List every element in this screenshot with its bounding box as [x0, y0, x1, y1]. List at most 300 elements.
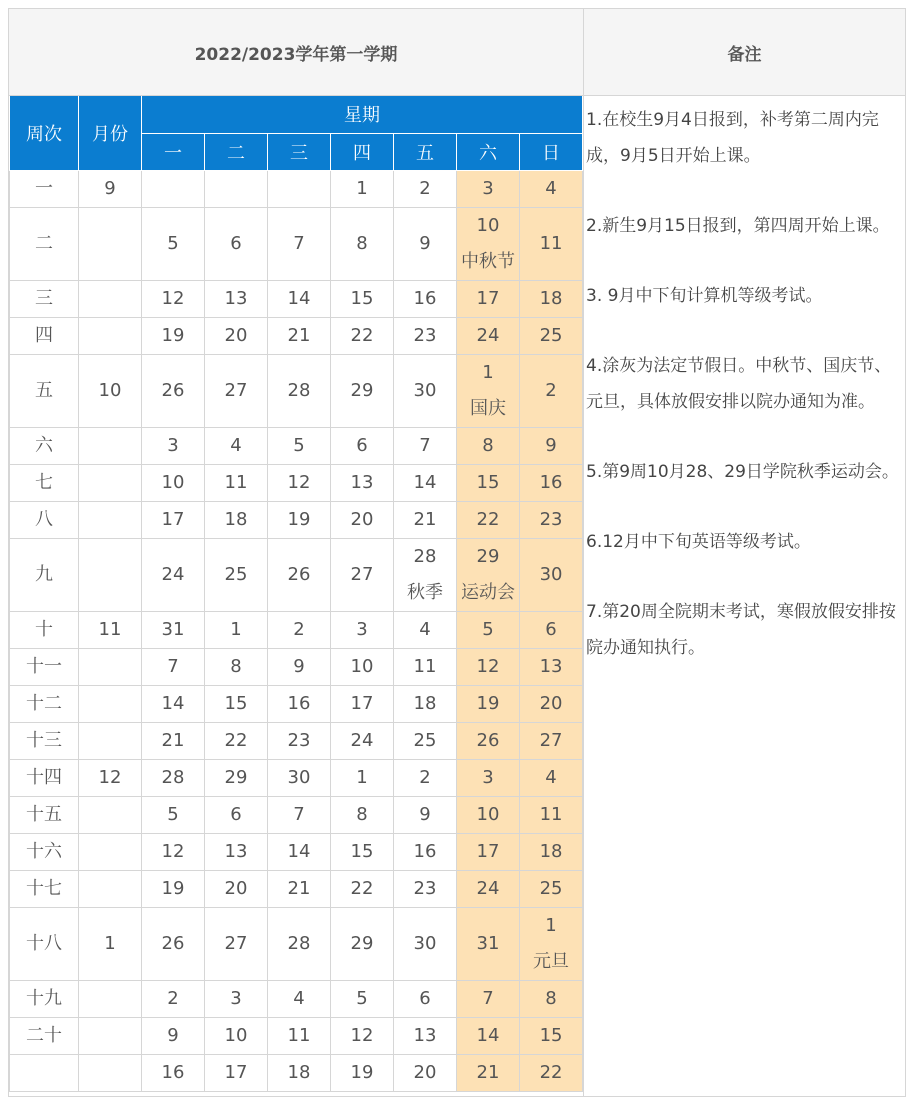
day-number: 11: [539, 232, 563, 254]
day-cell: [142, 759, 205, 796]
week-number: 十二: [10, 685, 79, 722]
day-cell: [331, 796, 394, 833]
week-number: 十八: [10, 907, 79, 980]
week-row: [10, 354, 583, 427]
day-number: 14: [287, 287, 311, 309]
day-cell: [331, 464, 394, 501]
day-number: 13: [539, 655, 563, 677]
day-cell: [394, 464, 457, 501]
day-number: 9: [419, 232, 431, 254]
day-number: 14: [287, 840, 311, 862]
day-number: 21: [476, 1061, 500, 1083]
day-number: 26: [287, 563, 311, 585]
day-number: 4: [230, 434, 242, 456]
day-cell: [268, 464, 331, 501]
week-row: [10, 685, 583, 722]
month-number: [79, 685, 142, 722]
day-number: 16: [413, 287, 437, 309]
day-number: 16: [161, 1061, 185, 1083]
day-number: 20: [224, 877, 248, 899]
day-number: 24: [476, 877, 500, 899]
week-number: 四: [10, 317, 79, 354]
day-cell: [142, 207, 205, 280]
day-cell: [520, 611, 583, 648]
day-number: 2: [293, 618, 305, 640]
month-number: [79, 722, 142, 759]
day-number: 10: [224, 1024, 248, 1046]
week-row: [10, 980, 583, 1017]
day-number: 2: [545, 379, 557, 401]
day-number: 5: [356, 987, 368, 1009]
day-cell: [205, 464, 268, 501]
day-cell: [394, 207, 457, 280]
day-cell: [331, 685, 394, 722]
day-number: 7: [293, 232, 305, 254]
day-number: 1: [356, 177, 368, 199]
day-number: 3: [167, 434, 179, 456]
day-cell: [457, 722, 520, 759]
day-number: 17: [350, 692, 374, 714]
day-number: 26: [161, 932, 185, 954]
day-cell: [331, 538, 394, 611]
day-number: 2: [167, 987, 179, 1009]
day-cell: [394, 648, 457, 685]
day-number: 1: [230, 618, 242, 640]
day-number: 23: [413, 324, 437, 346]
day-cell: [520, 980, 583, 1017]
day-number: 22: [476, 508, 500, 530]
day-number: 10: [476, 214, 500, 236]
day-number: 27: [539, 729, 563, 751]
week-row: [10, 317, 583, 354]
day-cell: [520, 280, 583, 317]
day-cell: [205, 907, 268, 980]
day-number: 19: [287, 508, 311, 530]
week-number: 十七: [10, 870, 79, 907]
notes-list: [584, 96, 905, 666]
month-number: [79, 317, 142, 354]
day-number: 21: [161, 729, 185, 751]
day-number: 19: [161, 877, 185, 899]
day-cell: [268, 611, 331, 648]
day-cell: [394, 317, 457, 354]
day-cell: [205, 980, 268, 1017]
day-cell: [331, 870, 394, 907]
day-number: 2: [419, 766, 431, 788]
day-number: 22: [224, 729, 248, 751]
day-cell: [268, 317, 331, 354]
day-cell: [268, 1017, 331, 1054]
day-cell: [142, 427, 205, 464]
day-cell: [205, 685, 268, 722]
day-cell: [394, 354, 457, 427]
month-number: [79, 980, 142, 1017]
week-number: 十一: [10, 648, 79, 685]
day-cell: [142, 317, 205, 354]
semester-title: 2022/2023学年第一学期: [9, 9, 584, 96]
day-cell: [457, 280, 520, 317]
day-cell: [520, 427, 583, 464]
month-number: 11: [79, 611, 142, 648]
day-number: 5: [293, 434, 305, 456]
day-cell: [457, 501, 520, 538]
day-number: 25: [413, 729, 437, 751]
day-cell: [520, 1054, 583, 1091]
week-row: [10, 759, 583, 796]
day-number: 10: [350, 655, 374, 677]
day-cell: [268, 722, 331, 759]
day-number: 15: [539, 1024, 563, 1046]
day-cell: [394, 1017, 457, 1054]
week-row: [10, 722, 583, 759]
day-number: 19: [350, 1061, 374, 1083]
day-number: 13: [413, 1024, 437, 1046]
day-cell: [142, 907, 205, 980]
day-cell: [205, 170, 268, 207]
month-number: [79, 427, 142, 464]
day-number: 1: [482, 361, 494, 383]
day-number: 11: [539, 803, 563, 825]
day-cell: [331, 354, 394, 427]
day-number: 23: [287, 729, 311, 751]
weekday-header: 四: [331, 133, 394, 170]
day-cell: [142, 796, 205, 833]
week-number: 一: [10, 170, 79, 207]
calendar-container: [9, 96, 584, 1097]
week-number: 十九: [10, 980, 79, 1017]
day-cell: [520, 207, 583, 280]
day-cell: [205, 1054, 268, 1091]
week-row: [10, 907, 583, 980]
week-number: 十六: [10, 833, 79, 870]
day-cell: [142, 1017, 205, 1054]
day-cell: [268, 796, 331, 833]
day-cell: [142, 980, 205, 1017]
month-number: [79, 796, 142, 833]
month-number: [79, 1054, 142, 1091]
day-cell: [457, 538, 520, 611]
note-item: 5.第9周10月28、29日学院秋季运动会。: [586, 462, 899, 482]
month-number: [79, 1017, 142, 1054]
day-cell: [520, 759, 583, 796]
note-item: 1.在校生9月4日报到，补考第二周内完成，9月5日开始上课。: [586, 110, 879, 166]
day-cell: [394, 759, 457, 796]
day-number: 6: [545, 618, 557, 640]
week-row: [10, 611, 583, 648]
week-row: [10, 280, 583, 317]
day-number: 25: [224, 563, 248, 585]
day-cell: [268, 1054, 331, 1091]
day-number: 11: [224, 471, 248, 493]
month-number: 1: [79, 907, 142, 980]
day-cell: [394, 170, 457, 207]
note-item: 7.第20周全院期末考试，寒假放假安排按院办通知执行。: [586, 602, 896, 658]
day-cell: [268, 280, 331, 317]
week-row: [10, 870, 583, 907]
weekday-header: 日: [520, 133, 583, 170]
day-cell: [457, 870, 520, 907]
day-number: 12: [287, 471, 311, 493]
day-cell: [205, 759, 268, 796]
day-number: 14: [476, 1024, 500, 1046]
week-number: 三: [10, 280, 79, 317]
day-cell: [394, 907, 457, 980]
day-number: 24: [350, 729, 374, 751]
day-number: 7: [167, 655, 179, 677]
week-row: [10, 796, 583, 833]
day-number: 30: [287, 766, 311, 788]
day-number: 17: [476, 287, 500, 309]
week-number: 六: [10, 427, 79, 464]
day-cell: [457, 980, 520, 1017]
day-cell: [520, 354, 583, 427]
week-row: [10, 464, 583, 501]
day-cell: [331, 280, 394, 317]
day-number: 29: [224, 766, 248, 788]
day-number: 18: [539, 840, 563, 862]
holiday-label: 秋季: [407, 581, 443, 603]
day-cell: [331, 1017, 394, 1054]
day-number: 2: [419, 177, 431, 199]
month-number: [79, 648, 142, 685]
day-cell: [142, 648, 205, 685]
day-cell: [331, 170, 394, 207]
note-item: 4.涂灰为法定节假日。中秋节、国庆节、元旦，具体放假安排以院办通知为准。: [586, 356, 892, 412]
day-cell: [520, 648, 583, 685]
notes-container: [584, 96, 906, 1097]
day-cell: [331, 648, 394, 685]
day-cell: [394, 980, 457, 1017]
day-cell: [142, 1054, 205, 1091]
day-number: 26: [476, 729, 500, 751]
day-cell: [331, 722, 394, 759]
day-number: 28: [161, 766, 185, 788]
calendar-table: [9, 96, 583, 1092]
week-row: [10, 1017, 583, 1054]
day-number: 9: [293, 655, 305, 677]
month-number: [79, 280, 142, 317]
month-number: 10: [79, 354, 142, 427]
day-cell: [520, 501, 583, 538]
day-cell: [142, 870, 205, 907]
day-number: 22: [539, 1061, 563, 1083]
day-cell: [205, 280, 268, 317]
day-cell: [331, 611, 394, 648]
day-number: 14: [413, 471, 437, 493]
day-cell: [142, 501, 205, 538]
day-number: 18: [539, 287, 563, 309]
day-number: 12: [350, 1024, 374, 1046]
weekday-header: 五: [394, 133, 457, 170]
day-number: 31: [161, 618, 185, 640]
day-number: 12: [476, 655, 500, 677]
day-number: 26: [161, 379, 185, 401]
week-number: 七: [10, 464, 79, 501]
day-number: 7: [482, 987, 494, 1009]
day-cell: [457, 207, 520, 280]
day-number: 31: [476, 932, 500, 954]
day-number: 21: [413, 508, 437, 530]
day-cell: [205, 870, 268, 907]
day-number: 19: [476, 692, 500, 714]
day-number: 29: [350, 932, 374, 954]
day-cell: [205, 354, 268, 427]
day-number: 16: [287, 692, 311, 714]
day-cell: [205, 722, 268, 759]
day-cell: [205, 796, 268, 833]
day-cell: [457, 759, 520, 796]
day-number: 23: [539, 508, 563, 530]
day-number: 28: [413, 545, 437, 567]
day-number: 7: [419, 434, 431, 456]
note-item: 3. 9月中下旬计算机等级考试。: [586, 286, 823, 306]
day-number: 9: [419, 803, 431, 825]
day-cell: [520, 870, 583, 907]
day-cell: [142, 833, 205, 870]
day-number: 15: [350, 840, 374, 862]
day-cell: [331, 501, 394, 538]
day-cell: [331, 980, 394, 1017]
weekday-header: 三: [268, 133, 331, 170]
day-cell: [394, 722, 457, 759]
day-number: 21: [287, 324, 311, 346]
day-number: 27: [350, 563, 374, 585]
day-cell: [394, 796, 457, 833]
day-cell: [205, 1017, 268, 1054]
day-number: 8: [356, 232, 368, 254]
day-number: 6: [419, 987, 431, 1009]
week-row: [10, 833, 583, 870]
day-number: 11: [413, 655, 437, 677]
day-cell: [205, 538, 268, 611]
day-number: 20: [224, 324, 248, 346]
month-number: [79, 207, 142, 280]
day-number: 20: [413, 1061, 437, 1083]
day-number: 18: [413, 692, 437, 714]
week-row: [10, 427, 583, 464]
week-row: [10, 538, 583, 611]
day-cell: [394, 501, 457, 538]
day-number: 21: [287, 877, 311, 899]
day-number: 4: [293, 987, 305, 1009]
day-cell: [520, 538, 583, 611]
day-cell: [331, 427, 394, 464]
day-cell: [268, 870, 331, 907]
day-number: 20: [539, 692, 563, 714]
weekday-header: 六: [457, 133, 520, 170]
day-cell: [268, 648, 331, 685]
day-number: 13: [350, 471, 374, 493]
day-number: 17: [224, 1061, 248, 1083]
day-cell: [268, 685, 331, 722]
day-cell: [520, 722, 583, 759]
day-number: 13: [224, 840, 248, 862]
day-number: 8: [230, 655, 242, 677]
day-number: 4: [419, 618, 431, 640]
day-cell: [394, 833, 457, 870]
week-number: 十五: [10, 796, 79, 833]
day-number: 1: [356, 766, 368, 788]
day-cell: [457, 170, 520, 207]
month-number: [79, 833, 142, 870]
month-number: [79, 870, 142, 907]
day-number: 6: [230, 232, 242, 254]
day-cell: [394, 280, 457, 317]
week-number: 九: [10, 538, 79, 611]
day-cell: [331, 833, 394, 870]
week-number: 二十: [10, 1017, 79, 1054]
day-cell: [457, 648, 520, 685]
day-cell: [268, 170, 331, 207]
day-cell: [457, 354, 520, 427]
day-number: 8: [356, 803, 368, 825]
day-number: 30: [413, 379, 437, 401]
week-number: 十三: [10, 722, 79, 759]
day-number: 17: [161, 508, 185, 530]
day-number: 3: [482, 177, 494, 199]
month-number: 9: [79, 170, 142, 207]
day-cell: [268, 759, 331, 796]
schedule-layout: [8, 8, 906, 1097]
day-cell: [205, 648, 268, 685]
day-cell: [268, 907, 331, 980]
week-number: [10, 1054, 79, 1091]
day-number: 9: [167, 1024, 179, 1046]
month-number: [79, 501, 142, 538]
day-cell: [457, 833, 520, 870]
month-number: 12: [79, 759, 142, 796]
day-number: 16: [539, 471, 563, 493]
day-number: 18: [224, 508, 248, 530]
week-number: 五: [10, 354, 79, 427]
week-row: [10, 170, 583, 207]
day-cell: [520, 464, 583, 501]
day-cell: [520, 170, 583, 207]
day-cell: [268, 833, 331, 870]
day-cell: [331, 1054, 394, 1091]
day-number: 22: [350, 877, 374, 899]
day-cell: [268, 354, 331, 427]
day-number: 22: [350, 324, 374, 346]
day-number: 18: [287, 1061, 311, 1083]
day-cell: [520, 1017, 583, 1054]
day-number: 7: [293, 803, 305, 825]
day-number: 25: [539, 324, 563, 346]
day-cell: [394, 870, 457, 907]
day-number: 4: [545, 766, 557, 788]
week-row: [10, 648, 583, 685]
holiday-label: 中秋节: [461, 250, 515, 272]
day-cell: [142, 538, 205, 611]
day-number: 9: [545, 434, 557, 456]
month-number: [79, 464, 142, 501]
day-cell: [457, 427, 520, 464]
week-column-header: 周次: [10, 96, 79, 170]
day-number: 28: [287, 932, 311, 954]
day-number: 11: [287, 1024, 311, 1046]
week-row: [10, 1054, 583, 1091]
note-item: 6.12月中下旬英语等级考试。: [586, 532, 811, 552]
day-cell: [205, 611, 268, 648]
day-number: 1: [545, 914, 557, 936]
day-cell: [142, 722, 205, 759]
day-cell: [331, 207, 394, 280]
day-number: 16: [413, 840, 437, 862]
day-number: 24: [161, 563, 185, 585]
day-number: 15: [476, 471, 500, 493]
day-number: 15: [224, 692, 248, 714]
day-number: 27: [224, 932, 248, 954]
